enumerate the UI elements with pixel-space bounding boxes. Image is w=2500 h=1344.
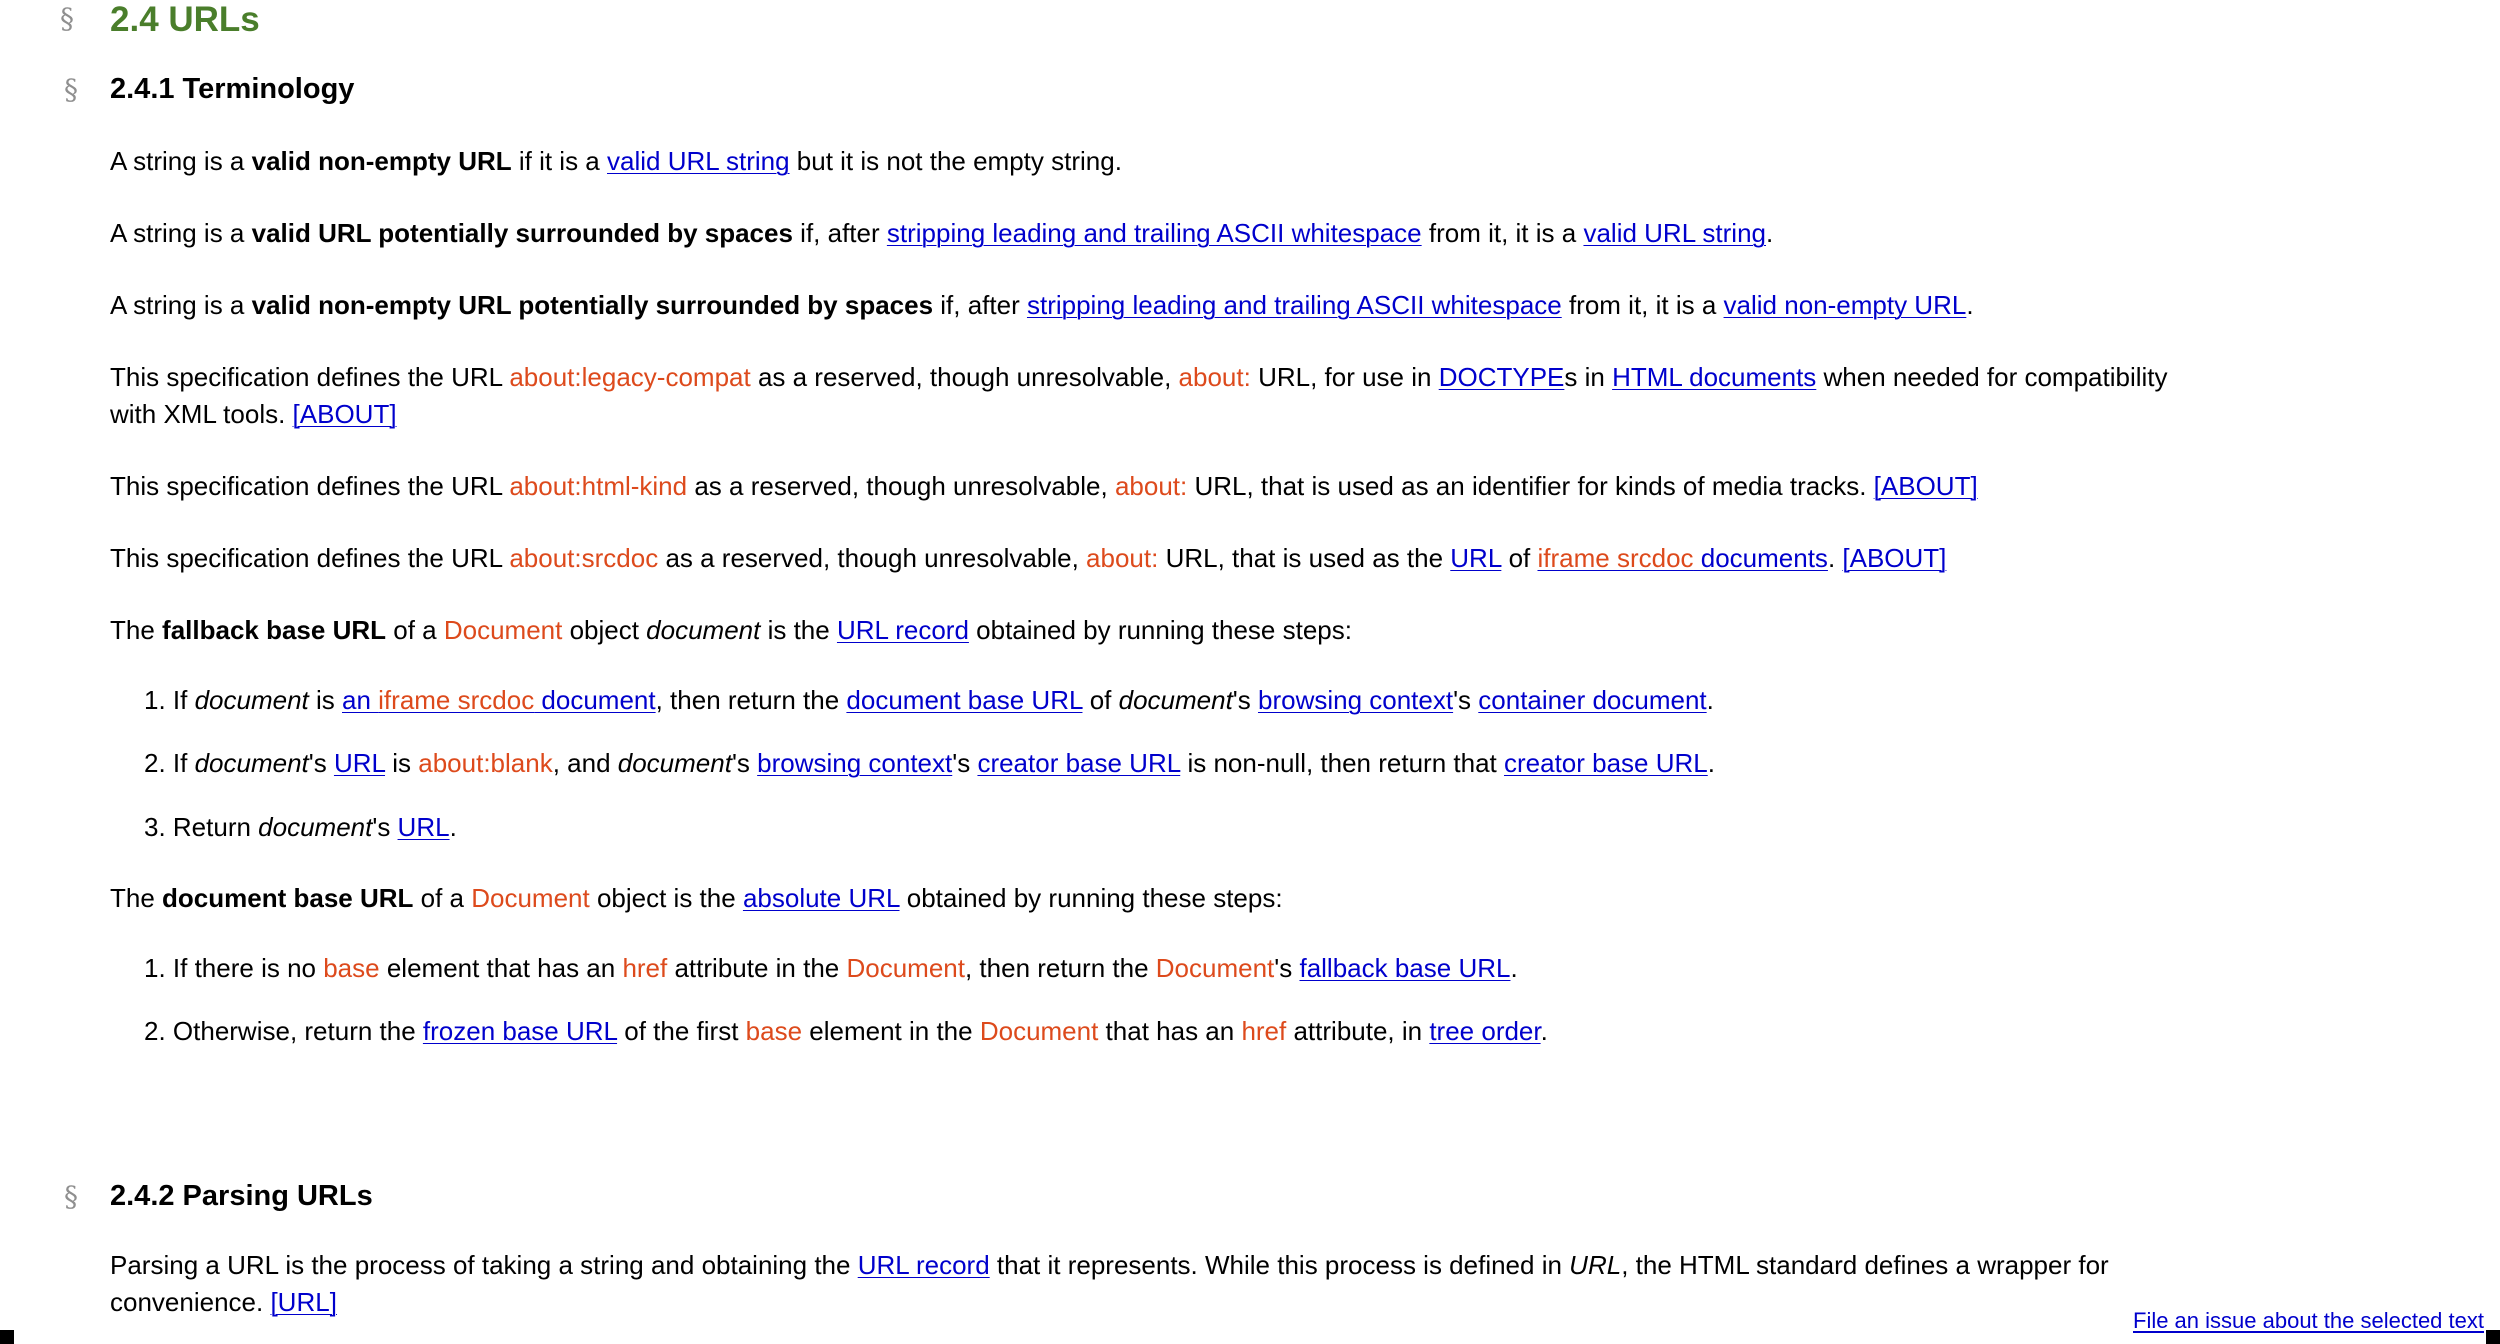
code-about-legacy-compat: about:legacy-compat (509, 362, 751, 392)
subsection-anchor-icon[interactable]: § (64, 1180, 78, 1213)
paragraph: Parsing a URL is the process of taking a string and obtaining the URL record that it represents. While this process is defined in URL, the HTML standard defines a wrapper for convenience. [URL] (110, 1250, 2109, 1317)
link-url[interactable]: URL (333, 748, 386, 778)
paragraph: A string is a valid URL potentially surrounded by spaces if, after stripping leading and trailing ASCII whitespace from it, it is a valid URL string. (110, 218, 1774, 248)
paragraph: A string is a valid non-empty URL if it is a valid URL string but it is not the empty string. (110, 146, 1122, 176)
section-heading: 2.4 URLs (110, 0, 260, 39)
paragraph: A string is a valid non-empty URL potentially surrounded by spaces if, after stripping leading and trailing ASCII whitespace from it, it is a valid non-empty URL. (110, 290, 1974, 320)
subsection-heading-terminology: 2.4.1 Terminology (110, 73, 355, 105)
link-valid-non-empty-url[interactable]: valid non-empty URL (1723, 290, 1967, 320)
link-stripping-whitespace[interactable]: stripping leading and trailing ASCII whitespace (1026, 290, 1562, 320)
link-about-ref[interactable]: [ABOUT] (1842, 543, 1947, 573)
list-item: 1. If there is no base element that has an href attribute in the Document, then return the Document's fallback base URL. (144, 953, 1518, 983)
file-issue-link[interactable]: File an issue about the selected text (2133, 1308, 2484, 1333)
paragraph: The fallback base URL of a Document object document is the URL record obtained by running these steps: (110, 615, 1352, 645)
code-about-html-kind: about:html-kind (509, 471, 688, 501)
link-valid-url-string[interactable]: valid URL string (1583, 218, 1766, 248)
list-item: 2. Otherwise, return the frozen base URL of the first base element in the Document that has an href attribute, in tree order. (144, 1016, 1548, 1046)
link-creator-base-url[interactable]: creator base URL (1503, 748, 1708, 778)
subsection-anchor-icon[interactable]: § (64, 73, 78, 106)
link-url-record[interactable]: URL record (836, 615, 969, 645)
link-iframe-srcdoc-document[interactable]: an iframe srcdoc document (342, 685, 656, 715)
link-creator-base-url[interactable]: creator base URL (977, 748, 1181, 778)
link-valid-url-string[interactable]: valid URL string (607, 146, 790, 176)
link-doctype[interactable]: DOCTYPE (1438, 362, 1565, 392)
link-absolute-url[interactable]: absolute URL (742, 883, 900, 913)
subsection-heading-parsing-urls: 2.4.2 Parsing URLs (110, 1180, 373, 1212)
link-tree-order[interactable]: tree order (1429, 1016, 1541, 1046)
list-item: 1. If document is an iframe srcdoc document, then return the document base URL of document's browsing context's container document. (144, 685, 1714, 715)
list-item: 2. If document's URL is about:blank, and document's browsing context's creator base URL is non-null, then return that creator base URL. (144, 748, 1715, 778)
paragraph: This specification defines the URL about:srcdoc as a reserved, though unresolvable, about: URL, that is used as the URL of iframe srcdoc documents. [ABOUT] (110, 543, 1947, 573)
link-container-document[interactable]: container document (1478, 685, 1707, 715)
paragraph: This specification defines the URL about:html-kind as a reserved, though unresolvable, about: URL, that is used as an identifier for kinds of media tracks. [ABOUT] (110, 471, 1978, 501)
paragraph: The document base URL of a Document object is the absolute URL obtained by running these steps: (110, 883, 1283, 913)
section-anchor-icon[interactable]: § (60, 2, 74, 35)
link-document-base-url[interactable]: document base URL (846, 685, 1083, 715)
link-fallback-base-url[interactable]: fallback base URL (1299, 953, 1511, 983)
link-url-ref[interactable]: [URL] (270, 1287, 337, 1317)
link-url[interactable]: URL (1450, 543, 1502, 573)
link-html-documents[interactable]: HTML documents (1612, 362, 1817, 392)
window-corner (0, 1330, 14, 1344)
link-browsing-context[interactable]: browsing context (757, 748, 953, 778)
link-about-ref[interactable]: [ABOUT] (1873, 471, 1978, 501)
link-stripping-whitespace[interactable]: stripping leading and trailing ASCII whitespace (886, 218, 1422, 248)
code-about-srcdoc: about:srcdoc (509, 543, 659, 573)
paragraph: This specification defines the URL about:legacy-compat as a reserved, though unresolvable, about: URL, for use in DOCTYPEs in HTML documents when needed for compatibility with XML tools. [ABOUT] (110, 362, 2168, 429)
link-iframe-srcdoc-documents[interactable]: iframe srcdoc documents (1537, 543, 1828, 573)
link-browsing-context[interactable]: browsing context (1257, 685, 1454, 715)
link-about-ref[interactable]: [ABOUT] (292, 399, 397, 429)
link-url-record[interactable]: URL record (857, 1250, 990, 1280)
link-frozen-base-url[interactable]: frozen base URL (422, 1016, 618, 1046)
link-url[interactable]: URL (397, 812, 450, 842)
list-item: 3. Return document's URL. (144, 812, 457, 842)
window-corner (2486, 1330, 2500, 1344)
